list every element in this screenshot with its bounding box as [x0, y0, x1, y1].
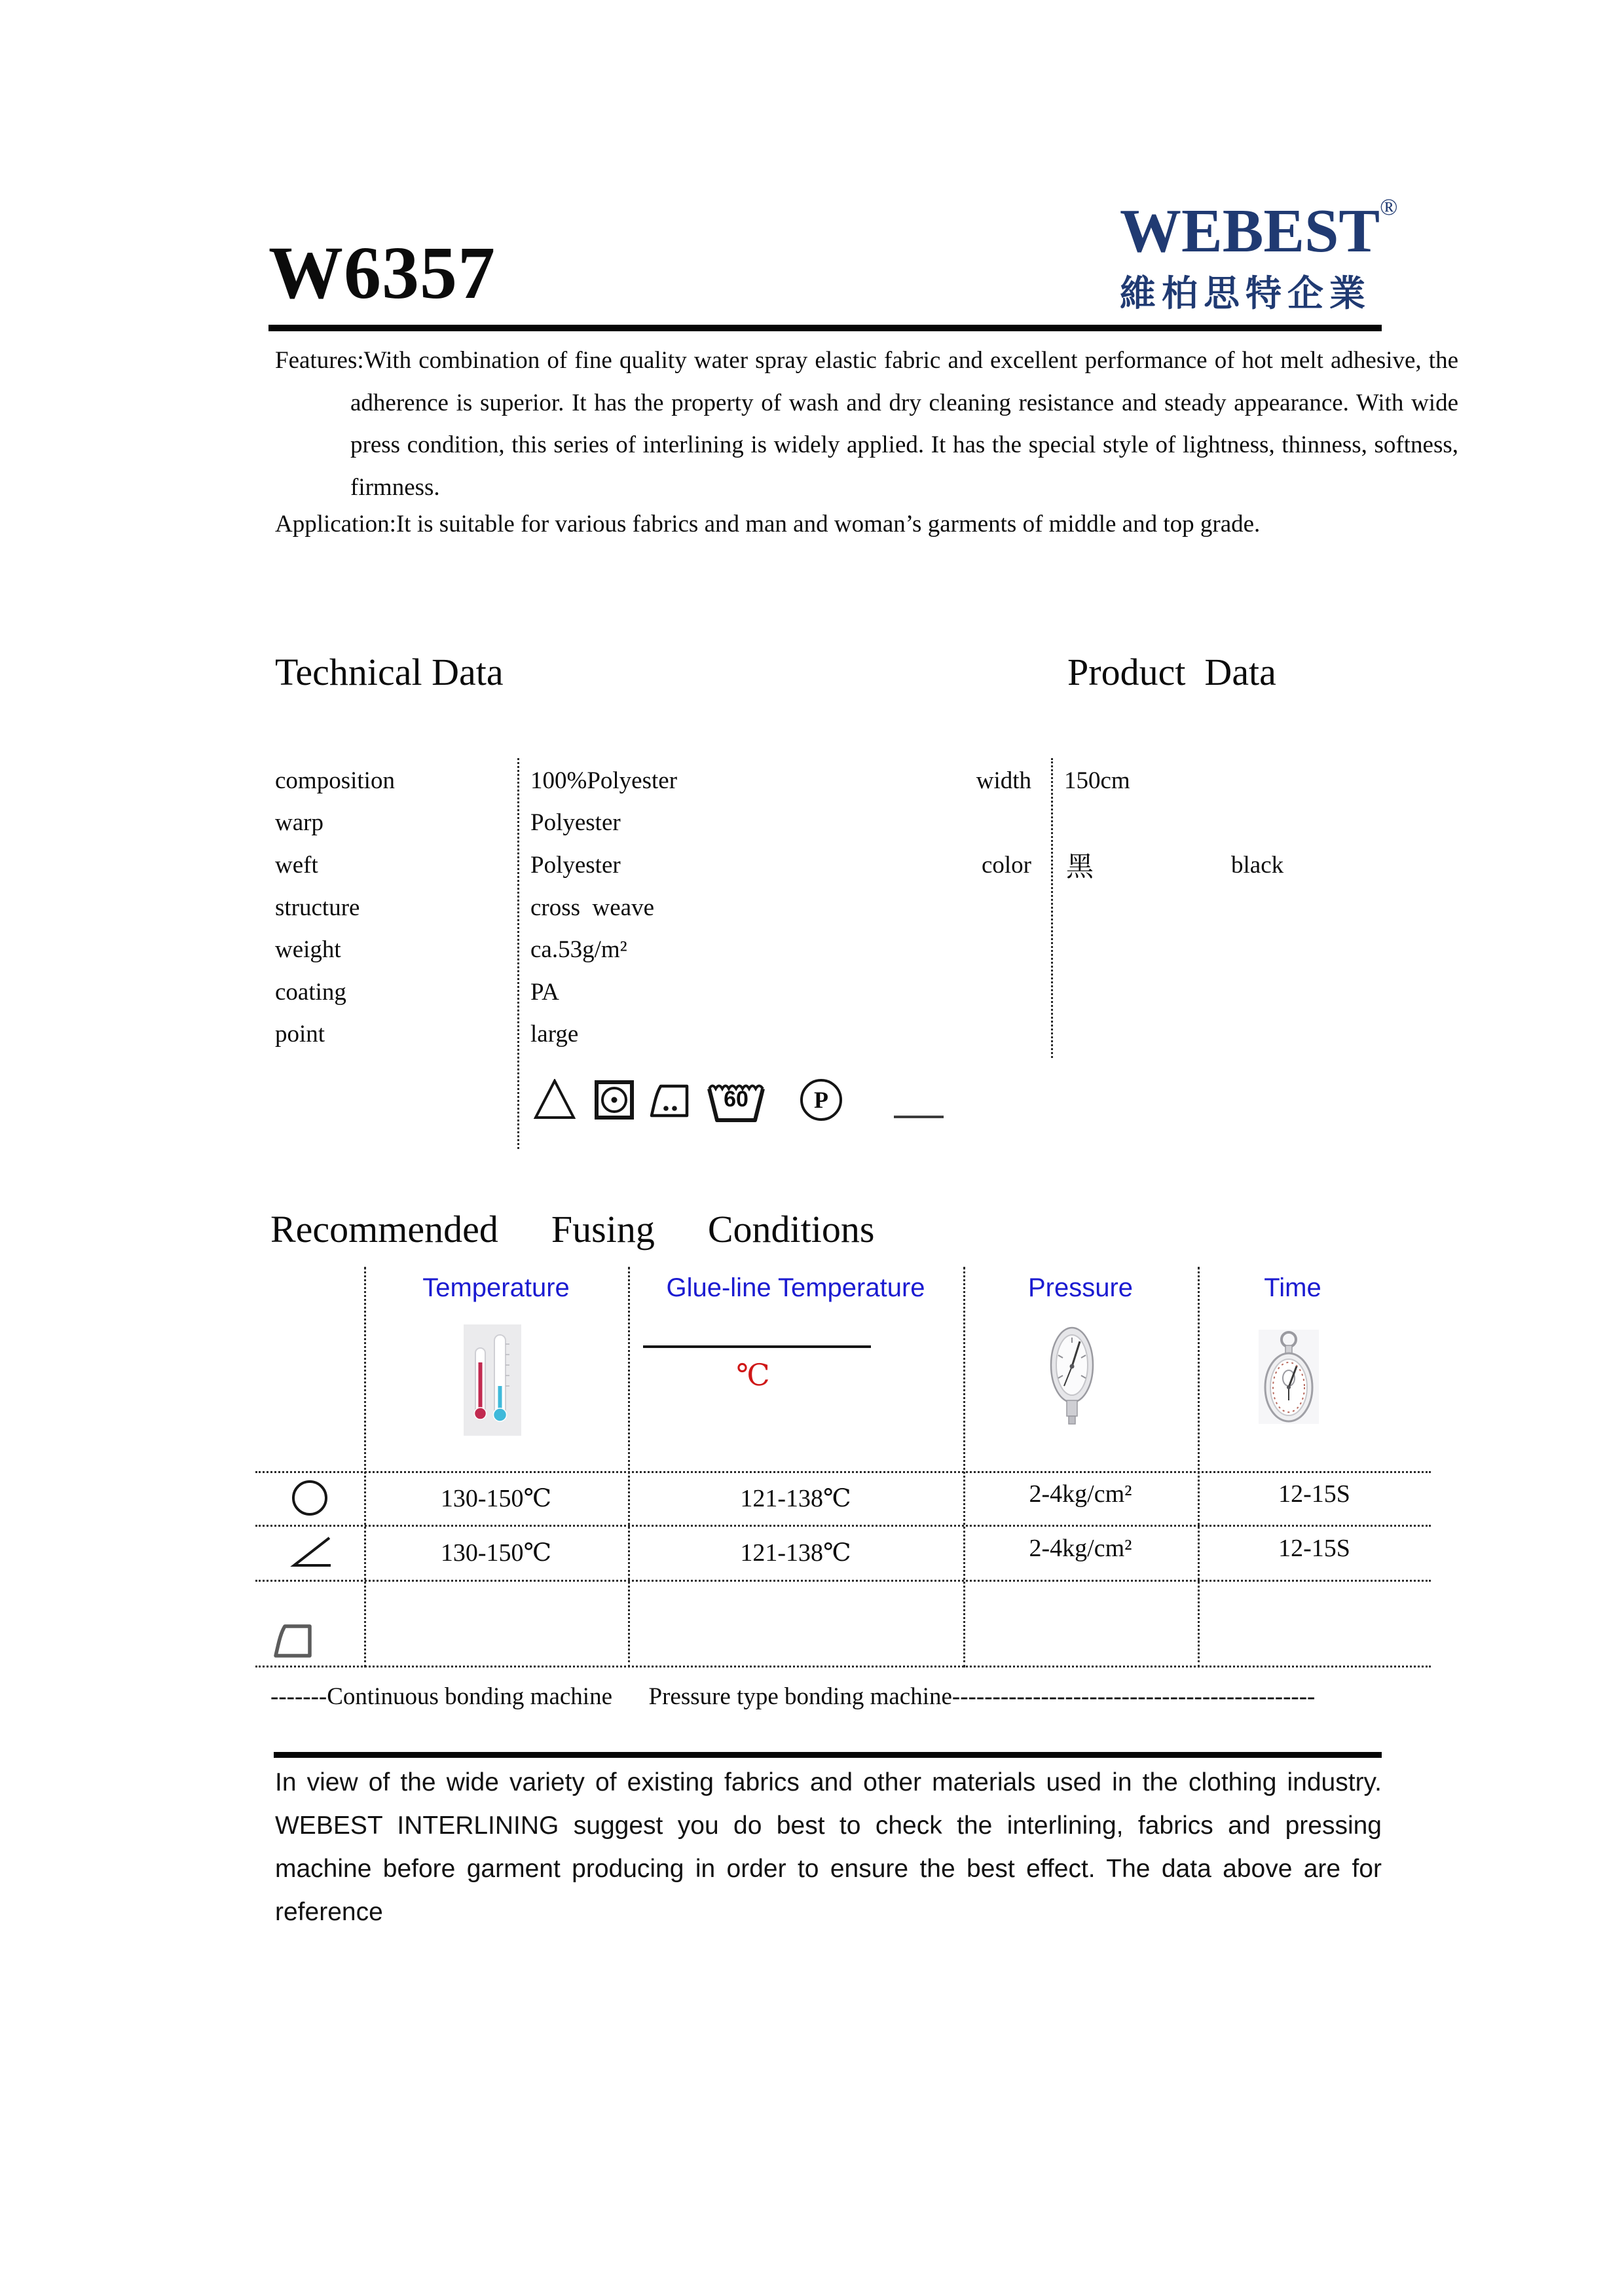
color-value-chinese: 黑 [1066, 851, 1094, 883]
registered-trademark-icon: ® [1380, 194, 1398, 220]
tech-label: point [275, 1021, 325, 1048]
dry-clean-P-icon [800, 1079, 842, 1121]
tech-value: 100%Polyester [530, 767, 678, 794]
brand-logo [1120, 194, 1398, 316]
fusing-row-divider [255, 1666, 1431, 1667]
row2-glue-line: 121-138℃ [740, 1539, 851, 1567]
fusing-col-divider [628, 1267, 630, 1667]
features-paragraph [275, 340, 1458, 509]
row1-time: 12-15S [1278, 1480, 1350, 1508]
tech-label: structure [275, 894, 360, 921]
tech-label: warp [275, 809, 323, 837]
tech-value: Polyester [530, 809, 621, 837]
row1-temperature: 130-150℃ [440, 1484, 552, 1512]
thermometer-icon [464, 1324, 521, 1436]
fusing-conditions-heading: Recommended Fusing Conditions [270, 1208, 875, 1250]
tech-label: composition [275, 767, 395, 794]
column-header-time: Time [1264, 1273, 1321, 1302]
brand-wordmark-text: WEBEST [1120, 197, 1380, 265]
iron-icon [272, 1623, 314, 1663]
fusing-conditions-table [255, 1267, 1431, 1667]
row1-glue-line: 121-138℃ [740, 1484, 851, 1512]
footer-divider [274, 1752, 1382, 1758]
row1-pressure: 2-4kg/cm² [1029, 1480, 1132, 1508]
column-header-glue-line: Glue-line Temperature [666, 1273, 925, 1302]
fusing-col-divider [364, 1267, 366, 1667]
tech-value: PA [530, 978, 559, 1006]
column-header-temperature: Temperature [422, 1273, 570, 1302]
glue-line-blank-underline [643, 1345, 871, 1348]
row2-angle-symbol [255, 1525, 364, 1580]
application-text: It is suitable for various fabrics and man and woman’s garments of middle and top grade. [396, 511, 1261, 538]
row2-temperature: 130-150℃ [440, 1539, 552, 1567]
wash-60-icon [706, 1079, 766, 1123]
tech-value: large [530, 1021, 579, 1048]
wash-temperature-number: 60 [724, 1087, 748, 1112]
color-label: color [981, 851, 1031, 879]
tech-value: ca.53g/m² [530, 936, 627, 964]
dry-flat-line-icon [894, 1116, 944, 1118]
column-header-pressure: Pressure [1027, 1273, 1134, 1302]
row2-time: 12-15S [1278, 1535, 1350, 1562]
iron-two-dots-icon [648, 1083, 692, 1120]
features-label: Features: [275, 347, 364, 374]
technical-values-column [530, 759, 677, 1055]
fusing-row-divider [255, 1580, 1431, 1582]
product-code-title: W6357 [268, 231, 496, 314]
product-data-heading: Product Data [1067, 651, 1276, 693]
tech-label: weft [275, 851, 318, 879]
product-table-divider [1051, 758, 1053, 1058]
bonding-machine-note: -------Continuous bonding machine Pressure type bonding machine--------------------------------------------- [270, 1683, 1316, 1710]
tech-value: Polyester [530, 851, 621, 879]
width-value: 150cm [1064, 767, 1130, 794]
application-label: Application: [275, 511, 396, 538]
technical-labels-column [275, 759, 395, 1055]
tech-label: weight [275, 936, 341, 964]
bleach-triangle-icon [534, 1079, 576, 1120]
technical-table-divider [517, 758, 519, 1149]
tech-value: cross weave [530, 894, 655, 921]
technical-data-heading: Technical Data [275, 651, 504, 693]
celsius-unit: ℃ [736, 1358, 770, 1392]
color-value-english: black [1231, 851, 1284, 879]
application-paragraph [275, 503, 1383, 546]
tech-label: coating [275, 978, 346, 1006]
stopwatch-icon [1259, 1330, 1319, 1427]
header-divider [268, 325, 1382, 331]
width-label: width [976, 767, 1031, 794]
row1-circle-symbol [255, 1471, 364, 1525]
brand-wordmark [1120, 194, 1398, 265]
disclaimer-paragraph: In view of the wide variety of existing fabrics and other materials used in the clothing industry. WEBEST INTERLINING suggest you do best to check the interlining, fabrics and pressing machine before garment producing in order to ensure the best effect. The data above are for reference [275, 1768, 1382, 1926]
dry-clean-letter: P [814, 1087, 828, 1113]
features-text: With combination of fine quality water spray elastic fabric and excellent performance of hot melt adhesive, the adherence is superior. It has the property of wash and dry cleaning resistance and steady appearance. With wide press condition, this series of interlining is widely applied. It has the special style of lightness, thinness, softness, firmness. [350, 347, 1458, 501]
brand-chinese-name: 維柏思特企業 [1120, 273, 1372, 314]
tumble-dry-icon [595, 1080, 634, 1120]
pressure-gauge-icon [1049, 1326, 1095, 1430]
row2-pressure: 2-4kg/cm² [1029, 1535, 1132, 1562]
